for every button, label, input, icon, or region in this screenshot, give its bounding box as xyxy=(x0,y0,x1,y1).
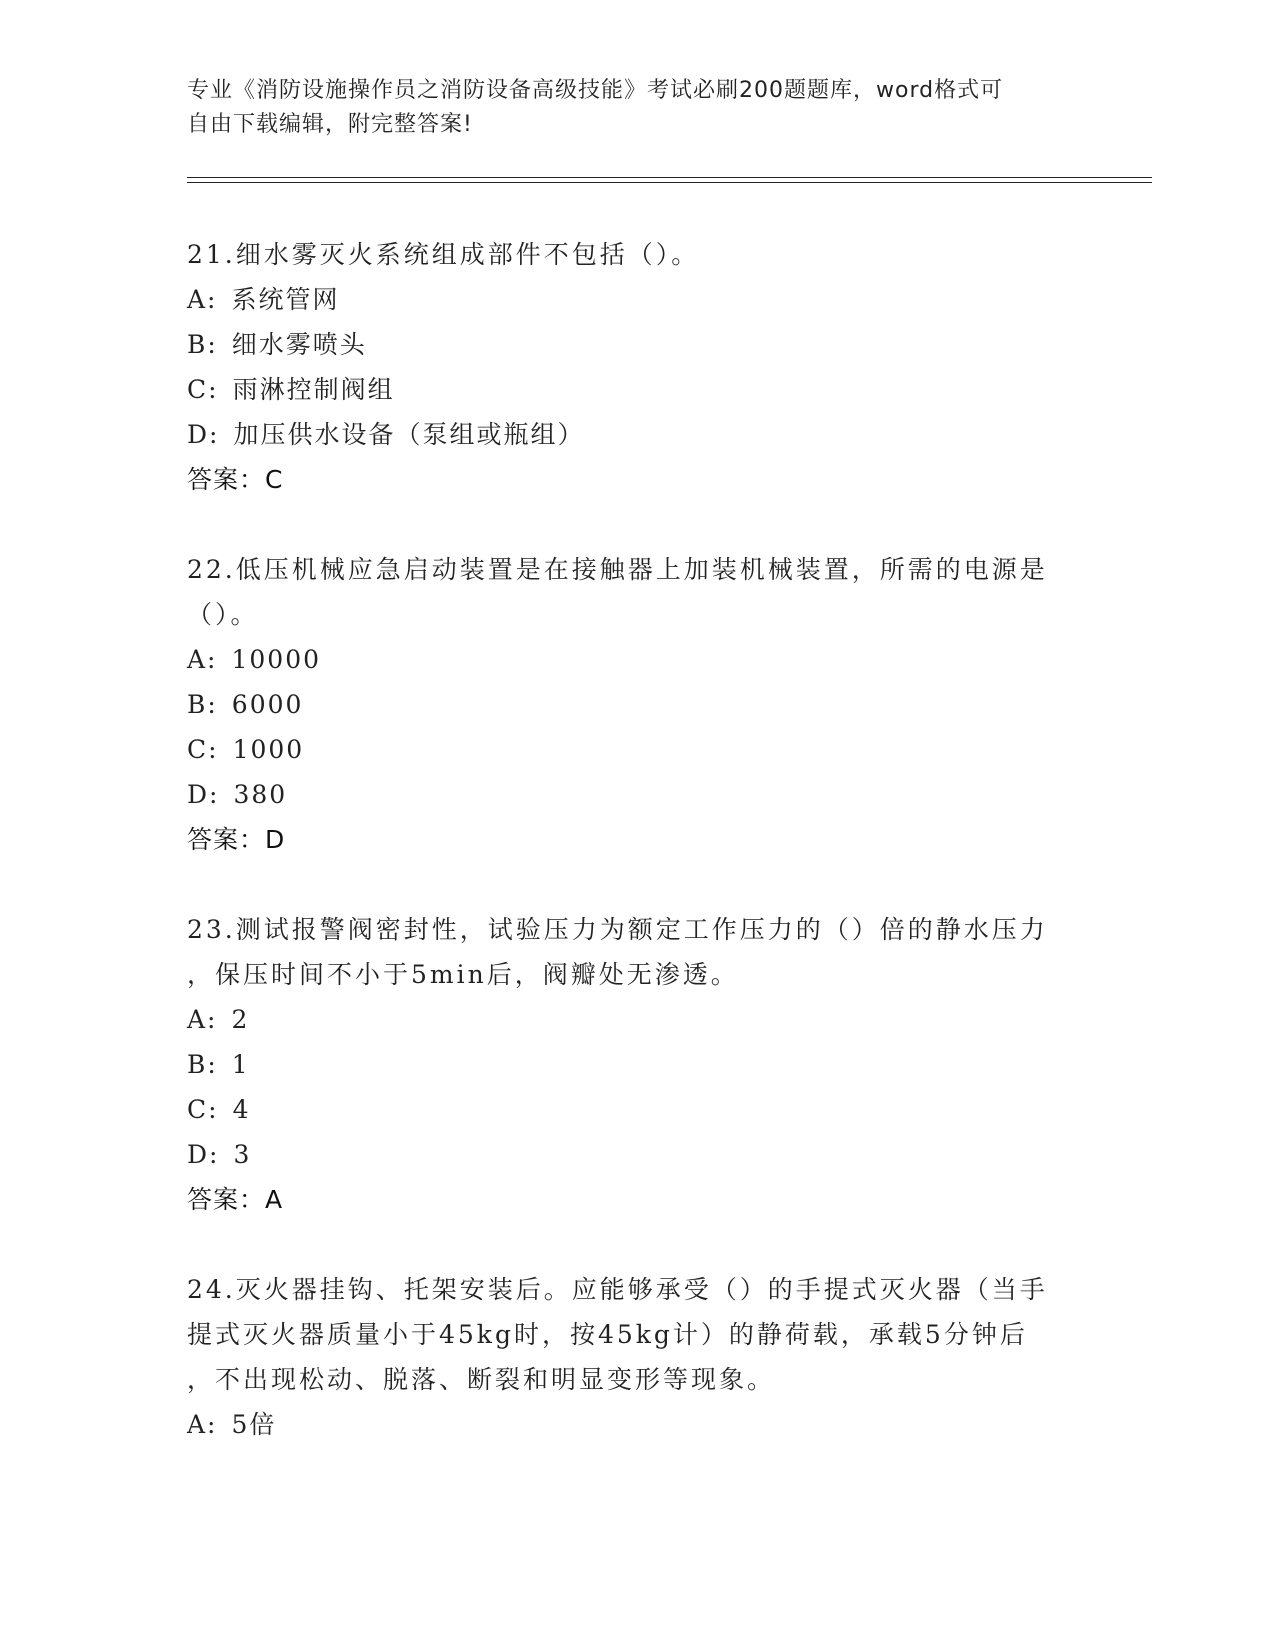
option-letter: C: xyxy=(187,375,219,404)
question-stem: 24.灭火器挂钩、托架安装后。应能够承受（）的手提式灭火器（当手 xyxy=(187,1275,1048,1304)
option-letter: D: xyxy=(187,1140,220,1169)
option-letter: C: xyxy=(187,1095,219,1124)
option-letter: A: xyxy=(187,645,218,674)
question-stem: 23.测试报警阀密封性，试验压力为额定工作压力的（）倍的静水压力 xyxy=(187,915,1048,944)
option-b xyxy=(187,322,1087,367)
question-24 xyxy=(187,1267,1087,1447)
header-line-2: 自由下载编辑，附完整答案! xyxy=(187,112,473,137)
option-letter: A: xyxy=(187,285,218,314)
question-list xyxy=(187,232,1087,1492)
option-text: 细水雾喷头 xyxy=(231,330,367,359)
question-22 xyxy=(187,547,1087,862)
question-stem: 22.低压机械应急启动装置是在接触器上加装机械装置，所需的电源是 xyxy=(187,555,1048,584)
option-text: 4 xyxy=(232,1095,251,1124)
option-b xyxy=(187,682,1087,727)
option-letter: B: xyxy=(187,330,218,359)
option-a xyxy=(187,637,1087,682)
question-stem-continued: （）。 xyxy=(187,600,259,629)
option-a xyxy=(187,997,1087,1042)
option-letter: D: xyxy=(187,420,220,449)
option-text: 加压供水设备（泵组或瓶组） xyxy=(233,420,585,449)
question-stem-continued: 提式灭火器质量小于45kg时，按45kg计）的静荷载，承载5分钟后 xyxy=(187,1320,1028,1349)
option-text: 系统管网 xyxy=(231,285,340,314)
header-line-1: 专业《消防设施操作员之消防设备高级技能》考试必刷200题题库，word格式可 xyxy=(187,78,1004,103)
option-c xyxy=(187,727,1087,772)
option-b xyxy=(187,1042,1087,1087)
option-letter: A: xyxy=(187,1005,218,1034)
option-text: 1000 xyxy=(232,735,305,764)
option-text: 6000 xyxy=(231,690,304,719)
question-21 xyxy=(187,232,1087,502)
option-letter: A: xyxy=(187,1410,218,1439)
option-d xyxy=(187,1132,1087,1177)
option-a xyxy=(187,277,1087,322)
option-text: 5倍 xyxy=(231,1410,277,1439)
option-d xyxy=(187,772,1087,817)
option-letter: B: xyxy=(187,690,218,719)
option-text: 1 xyxy=(231,1050,250,1079)
answer: 答案：A xyxy=(187,1185,284,1214)
question-stem: 21.细水雾灭火系统组成部件不包括（）。 xyxy=(187,240,700,269)
question-stem-continued: ，保压时间不小于5min后，阀瓣处无渗透。 xyxy=(187,960,739,989)
option-text: 10000 xyxy=(231,645,322,674)
option-c xyxy=(187,1087,1087,1132)
option-letter: B: xyxy=(187,1050,218,1079)
question-stem-continued: ，不出现松动、脱落、断裂和明显变形等现象。 xyxy=(187,1365,776,1394)
option-text: 雨淋控制阀组 xyxy=(232,375,395,404)
answer: 答案：D xyxy=(187,825,286,854)
question-23 xyxy=(187,907,1087,1222)
option-letter: D: xyxy=(187,780,220,809)
option-d xyxy=(187,412,1087,457)
option-c xyxy=(187,367,1087,412)
header-divider xyxy=(187,177,1152,183)
option-text: 2 xyxy=(231,1005,250,1034)
answer: 答案：C xyxy=(187,465,284,494)
document-header xyxy=(187,74,1087,142)
option-text: 380 xyxy=(233,780,288,809)
option-letter: C: xyxy=(187,735,219,764)
option-text: 3 xyxy=(233,1140,252,1169)
option-a xyxy=(187,1402,1087,1447)
